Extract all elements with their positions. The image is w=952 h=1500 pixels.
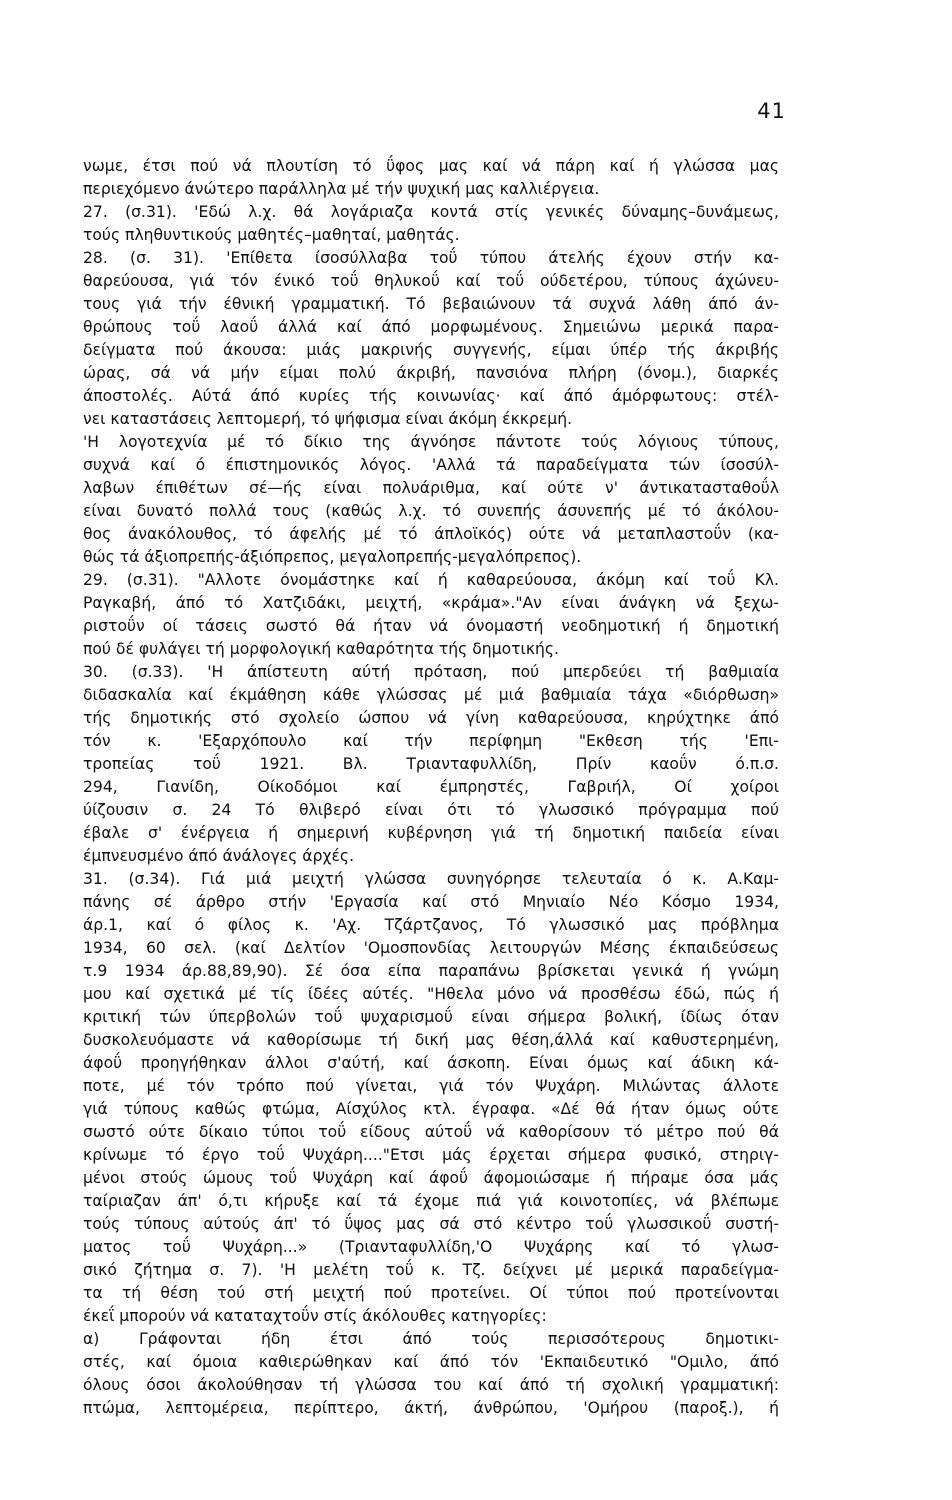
text-line: 28. (σ. 31). 'Επίθετα ίσοσύλλαβα τοΰ τύπου άτελής έχουν στήν κα- (83, 249, 779, 267)
text-line: σωστό ούτε δίκαιο τύποι τοΰ είδους αύτοΰ νά καθορίσουν τό μέτρο πού θά (83, 1123, 779, 1141)
text-line: λαβων έπιθέτων σέ—ής είναι πολυάριθμα, καί ούτε ν' άντικατασταθοΰλ (83, 479, 779, 497)
text-line: τόν κ. 'Εξαρχόπουλο καί τήν περίφημη "Εκθεση τής 'Επι- (83, 732, 779, 750)
body-text (83, 155, 779, 1420)
text-line: δυσκολευόμαστε νά καθορίσωμε τή δική μας θέση,άλλά καί καθυστερημένη, (83, 1031, 779, 1049)
text-line: 29. (σ.31). "Αλλοτε όνομάστηκε καί ή καθαρεύουσα, άκόμη καί τοΰ Κλ. (83, 571, 779, 589)
text-line: ριστοΰν οί τάσεις σωστό θά ήταν νά όνομαστή νεοδημοτική ή δημοτική (83, 617, 779, 635)
text-line: ώρας, σά νά μήν είμαι πολύ άκριβή, πανσιόνα πλήρη (όνομ.), διαρκές (83, 364, 779, 382)
text-line: τής δημοτικής στό σχολείο ώσπου νά γίνη καθαρεύουσα, κηρύχτηκε άπό (83, 709, 779, 727)
text-line: μου καί σχετικά μέ τίς ίδέες αύτές. "Ηθελα μόνο νά προσθέσω έδώ, πώς ή (83, 985, 779, 1003)
text-line: τ.9 1934 άρ.88,89,90). Σέ όσα είπα παραπάνω βρίσκεται γενικά ή γνώμη (83, 962, 779, 980)
text-line: τα τή θέση τού στή μειχτή πού προτείνει. Οί τύποι πού προτείνονται (83, 1284, 779, 1302)
text-line: δείγματα πού άκουσα: μιάς μακρινής συγγενής, είμαι ύπέρ τής άκριβής (83, 341, 779, 359)
text-line: έκεΐ μπορούν νά καταταχτοΰν στίς άκόλουθες κατηγορίες: (83, 1307, 547, 1325)
text-line: διδασκαλία καί έκμάθηση κάθε γλώσσας μέ μιά βαθμιαία τάχα «διόρθωση» (83, 686, 779, 704)
text-line: είναι δυνατό πολλά τους (καθώς λ.χ. τό συνεπής άσυνεπής μέ τό άκόλου- (83, 502, 779, 520)
text-line: 30. (σ.33). 'Η άπίστευτη αύτή πρόταση, πού μπερδεύει τή βαθμιαία (83, 663, 779, 681)
text-line: άρ.1, καί ό φίλος κ. 'Αχ. Τζάρτζανος, Τό γλωσσικό μας πρόβλημα (83, 916, 779, 934)
text-line: άποστολές. Αύτά άπό κυρίες τής κοινωνίας· καί άπό άμόρφωτους: στέλ- (83, 387, 779, 405)
text-line: σικό ζήτημα σ. 7). 'Η μελέτη τοΰ κ. Τζ. δείχνει μέ μερικά παραδείγμα- (83, 1261, 779, 1279)
text-line: συχνά καί ό έπιστημονικός λόγος. 'Αλλά τά παραδείγματα τών ίσοσύλ- (83, 456, 779, 474)
text-line: πτώμα, λεπτομέρεια, περίπτερο, άκτή, άνθρώπου, 'Ομήρου (παροξ.), ή (83, 1399, 779, 1417)
text-line: μένοι στούς ώμους τοΰ Ψυχάρη καί άφοΰ άφομοιώσαμε ή πήραμε όσα μάς (83, 1169, 779, 1187)
text-line: έμπνευσμένο άπό άνάλογες άρχές. (83, 847, 355, 865)
text-line: πού δέ φυλάγει τή μορφολογική καθαρότητα τής δημοτικής. (83, 640, 559, 658)
text-line: κρίνωμε τό έργο τοΰ Ψυχάρη...."Ετσι μάς έρχεται σήμερα φυσικό, στηριγ- (83, 1146, 779, 1164)
text-line: ταίριαζαν άπ' ό,τι κήρυξε καί τά έχομε πιά γιά κοινοτοπίες, νά βλέπωμε (83, 1192, 779, 1210)
text-line: 1934, 60 σελ. (καί Δελτίον 'Ομοσπονδίας λειτουργών Μέσης έκπαιδεύσεως (83, 939, 779, 957)
text-line: νει καταστάσεις λεπτομερή, τό ψήφισμα είναι άκόμη έκκρεμή. (83, 410, 573, 428)
text-line: ματος τοΰ Ψυχάρη...» (Τριανταφυλλίδη,'Ο Ψυχάρης καί τό γλωσ- (83, 1238, 779, 1256)
text-line: θώς τά άξιοπρεπής-άξιόπρεπος, μεγαλοπρεπής-μεγαλόπρεπος). (83, 548, 582, 566)
text-line: θαρεύουσα, γιά τόν ένικό τοΰ θηλυκοΰ καί τοΰ ούδετέρου, τύπους άχώνευ- (83, 272, 779, 290)
text-line: ύίζουσιν σ. 24 Τό θλιβερό είναι ότι τό γλωσσικό πρόγραμμα πού (83, 801, 779, 819)
text-line: ποτε, μέ τόν τρόπο πού γίνεται, γιά τόν Ψυχάρη. Μιλώντας άλλοτε (83, 1077, 779, 1095)
text-line: πάνης σέ άρθρο στήν 'Εργασία καί στό Μηνιαίο Νέο Κόσμο 1934, (83, 893, 779, 911)
text-line: περιεχόμενο άνώτερο παράλληλα μέ τήν ψυχική μας καλλιέργεια. (83, 180, 600, 198)
text-line: γιά τύπους καθώς φτώμα, Αίσχύλος κτλ. έγραφα. «Δέ θά ήταν όμως ούτε (83, 1100, 779, 1118)
text-line: στές, καί όμοια καθιερώθηκαν καί άπό τόν 'Εκπαιδευτικό "Ομιλο, άπό (83, 1353, 779, 1371)
text-line: Ραγκαβή, άπό τό Χατζιδάκι, μειχτή, «κράμα»."Αν είναι άνάγκη νά ξεχω- (83, 594, 779, 612)
text-line: τούς τύπους αύτούς άπ' τό ΰψος μας σά στό κέντρο τοΰ γλωσσικοΰ συστή- (83, 1215, 779, 1233)
text-line: τροπείας τοΰ 1921. Βλ. Τριανταφυλλίδη, Πρίν καοΰν ό.π.σ. (83, 755, 779, 773)
text-line: άφοΰ προηγήθηκαν άλλοι σ'αύτή, καί άσκοπη. Είναι όμως καί άδικη κά- (83, 1054, 779, 1072)
text-line: έβαλε σ' ένέργεια ή σημερινή κυβέρνηση γιά τή δημοτική παιδεία είναι (83, 824, 779, 842)
text-line: 31. (σ.34). Γιά μιά μειχτή γλώσσα συνηγόρησε τελευταία ό κ. Α.Καμ- (83, 870, 779, 888)
text-line: 'Η λογοτεχνία μέ τό δίκιο της άγνόησε πάντοτε τούς λόγιους τύπους, (83, 433, 779, 451)
text-line: τους γιά τήν έθνική γραμματική. Τό βεβαιώνουν τά συχνά λάθη άπό άν- (83, 295, 779, 313)
text-line: νωμε, έτσι πού νά πλουτίση τό ΰφος μας καί νά πάρη καί ή γλώσσα μας (83, 157, 779, 175)
text-line: 27. (σ.31). 'Εδώ λ.χ. θά λογάριαζα κοντά στίς γενικές δύναμης–δυνάμεως, (83, 203, 779, 221)
text-line: α) Γράφονται ήδη έτσι άπό τούς περισσότερους δημοτικι- (83, 1330, 779, 1348)
text-line: όλους όσοι άκολούθησαν τή γλώσσα του καί άπό τή σχολική γραμματική: (83, 1376, 779, 1394)
text-line: κριτική τών ύπερβολών τοΰ ψυχαρισμοΰ είναι σήμερα βολική, ίδίως όταν (83, 1008, 779, 1026)
text-line: θος άνακόλουθος, τό άφελής μέ τό άπλοϊκός) ούτε νά μεταπλαστοΰν (κα- (83, 525, 779, 543)
text-line: θρώπους τοΰ λαοΰ άλλά καί άπό μορφωμένους. Σημειώνω μερικά παρα- (83, 318, 779, 336)
text-line: 294, Γιανίδη, Οίκοδόμοι καί έμπρηστές, Γαβριήλ, Οί χοίροι (83, 778, 779, 796)
page-number: 41 (757, 99, 786, 123)
text-line: τούς πληθυντικούς μαθητές–μαθηταί, μαθητάς. (83, 226, 460, 244)
